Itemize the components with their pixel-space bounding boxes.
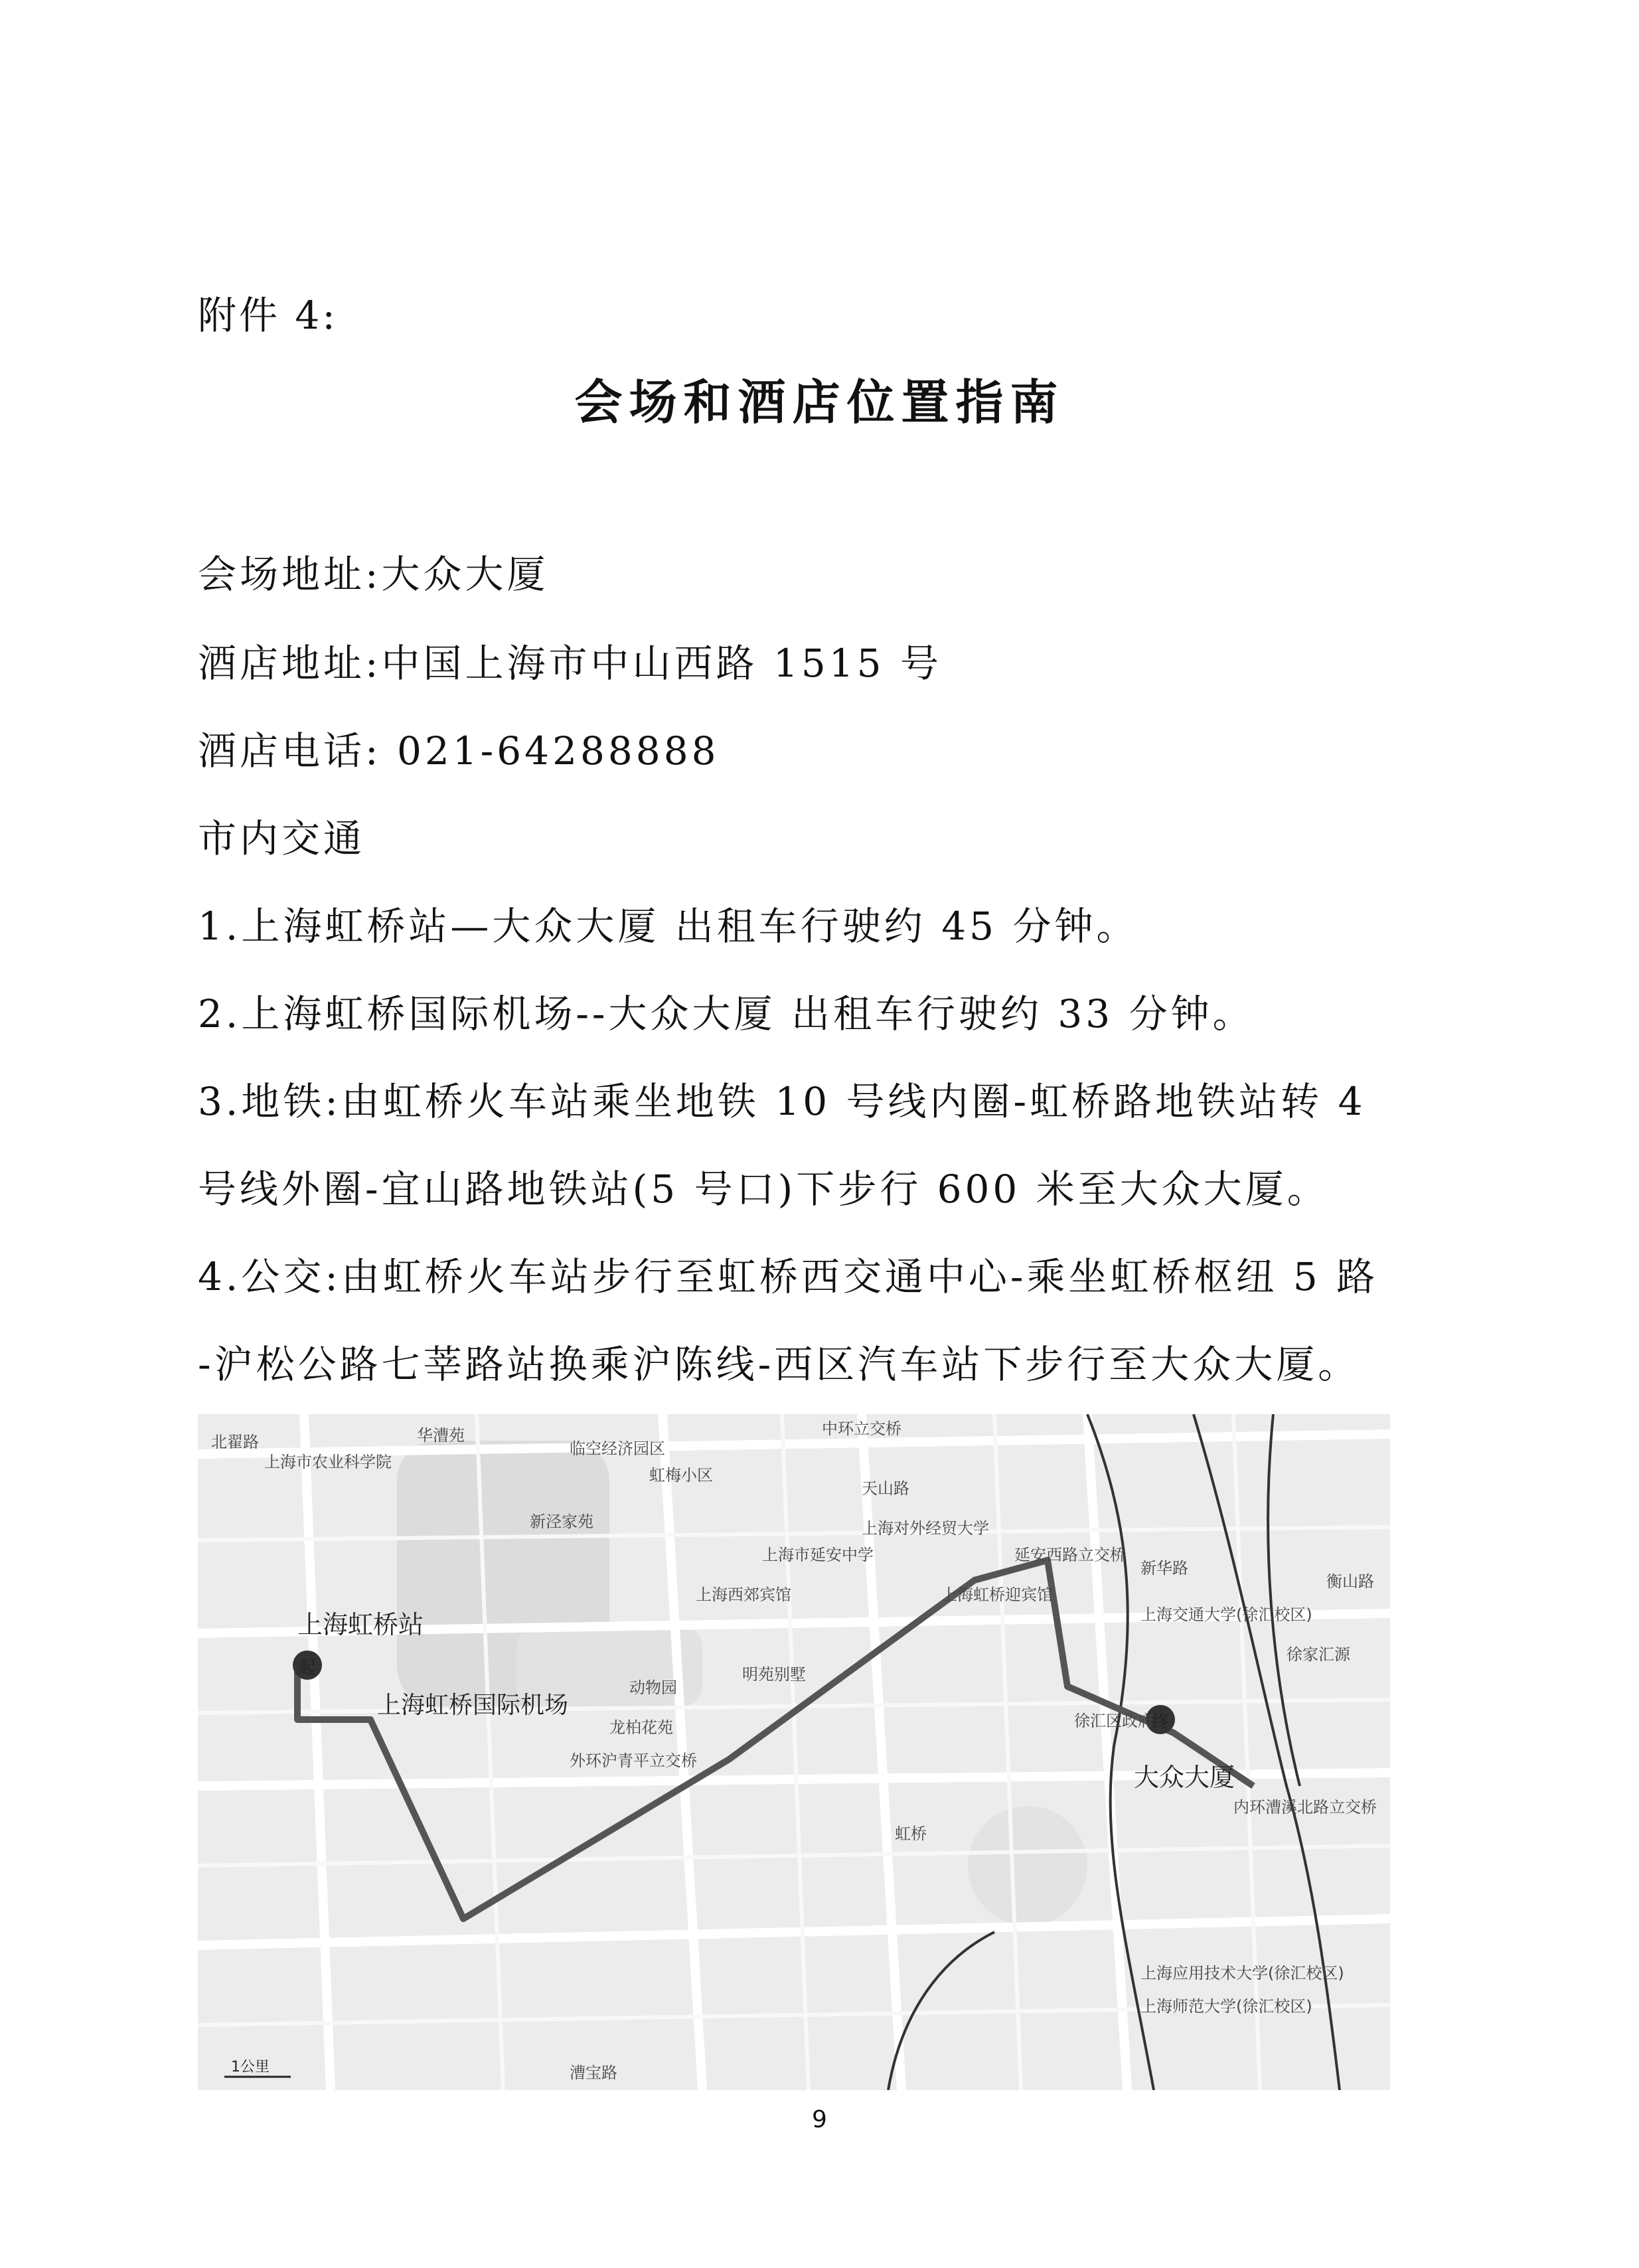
- scale-label: 1公里: [231, 2059, 270, 2075]
- label-shifan: 上海师范大学(徐汇校区): [1140, 1997, 1312, 2016]
- label-xinhua: 新华路: [1140, 1559, 1188, 1578]
- label-xuhui-gov: 徐汇区政府: [1074, 1712, 1154, 1730]
- label-longbai: 龙柏花苑: [609, 1718, 673, 1737]
- label-xijiao: 上海西郊宾馆: [696, 1585, 791, 1604]
- label-jinghong: 虹梅小区: [649, 1466, 713, 1485]
- hotel-phone: 酒店电话: 021-64288888: [198, 728, 720, 773]
- label-beizhai-road: 北翟路: [211, 1433, 259, 1451]
- route-line-1: 1.上海虹桥站—大众大厦 出租车行驶约 45 分钟。: [198, 904, 1138, 949]
- start-marker: [293, 1651, 322, 1680]
- label-linkong: 临空经济园区: [570, 1439, 665, 1458]
- label-yanan-interchange: 延安西路立交桥: [1014, 1546, 1126, 1564]
- label-yingyong: 上海应用技术大学(徐汇校区): [1140, 1964, 1344, 1983]
- label-jiaotong: 上海交通大学(徐汇校区): [1140, 1605, 1312, 1624]
- attachment-label: 附件 4:: [198, 293, 338, 338]
- label-caohe: 漕宝路: [570, 2064, 617, 2082]
- label-hongqiao-station: 上海虹桥站: [297, 1610, 424, 1639]
- label-minghua: 明苑别墅: [742, 1665, 806, 1684]
- page-title: 会场和酒店位置指南: [574, 374, 1065, 430]
- label-hongqiao-area: 虹桥: [895, 1824, 927, 1843]
- page-number: 9: [812, 2106, 827, 2133]
- transport-heading: 市内交通: [198, 816, 366, 861]
- route-line-2: 2.上海虹桥国际机场--大众大厦 出租车行驶约 33 分钟。: [198, 991, 1255, 1036]
- label-tianshan: 天山路: [862, 1479, 909, 1498]
- label-hengshan: 衡山路: [1326, 1572, 1374, 1591]
- route-line-5: 4.公交:由虹桥火车站步行至虹桥西交通中心-乘坐虹桥枢纽 5 路: [198, 1254, 1379, 1299]
- route-line-6: -沪松公路七莘路站换乘沪陈线-西区汽车站下步行至大众大厦。: [198, 1342, 1360, 1387]
- location-map: [198, 1414, 1390, 2090]
- label-hongqiao-hotel: 上海虹桥迎宾馆: [941, 1585, 1053, 1604]
- start-marker-text: 起: [298, 1658, 317, 1678]
- label-nongke: 上海市农业科学院: [264, 1453, 392, 1471]
- route-line-4: 号线外圈-宜山路地铁站(5 号口)下步行 600 米至大众大厦。: [198, 1167, 1329, 1212]
- end-marker-text: 终: [1151, 1712, 1170, 1732]
- venue-address: 会场地址:大众大厦: [198, 552, 549, 597]
- label-dongfang-uni: 上海对外经贸大学: [862, 1519, 989, 1538]
- park-area: [968, 1806, 1087, 1925]
- label-xuhui-huijin: 徐家汇源: [1287, 1645, 1350, 1664]
- label-zhonghuan: 中环立交桥: [822, 1419, 901, 1438]
- label-dazhong-building: 大众大厦: [1134, 1763, 1235, 1792]
- label-dongwuyuan: 动物园: [629, 1678, 677, 1697]
- label-hongqiao-airport: 上海虹桥国际机场: [377, 1692, 569, 1719]
- route-line-3: 3.地铁:由虹桥火车站乘坐地铁 10 号线内圈-虹桥路地铁站转 4: [198, 1079, 1366, 1124]
- label-waihuan: 外环沪青平立交桥: [570, 1751, 697, 1770]
- label-huacao: 华漕苑: [417, 1426, 465, 1445]
- label-xiaohongqiao: 新泾家苑: [530, 1512, 593, 1531]
- label-yanan-school: 上海市延安中学: [762, 1546, 874, 1564]
- label-caoxi: 内环漕溪北路立交桥: [1233, 1798, 1377, 1817]
- map-svg: [198, 1414, 1390, 2090]
- hotel-address: 酒店地址:中国上海市中山西路 1515 号: [198, 641, 943, 686]
